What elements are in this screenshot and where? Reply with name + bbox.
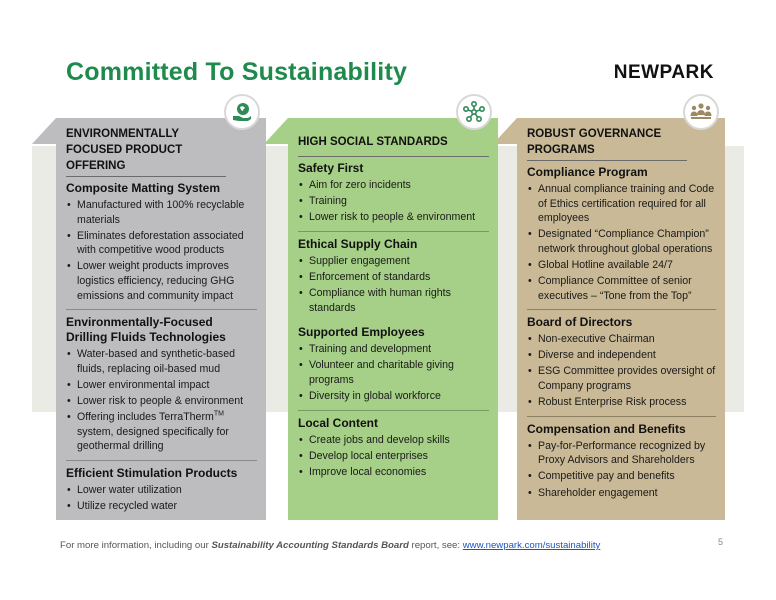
- list-item: • Annual compliance training and Code of Ethics certification required for all employees: [527, 182, 716, 226]
- list-item: • Non-executive Chairman: [527, 332, 716, 347]
- section-title: Environmentally-Focused Drilling Fluids Technologies: [66, 315, 226, 345]
- column-icon-badge: [224, 94, 260, 130]
- list-item: • Competitive pay and benefits: [527, 469, 716, 484]
- list-item: • Enforcement of standards: [298, 270, 489, 285]
- list-item: • ESG Committee provides oversight of Company programs: [527, 364, 716, 393]
- bullet-list: [527, 332, 716, 409]
- bullet-list: [527, 439, 716, 500]
- divider: [298, 231, 489, 232]
- section-title: Efficient Stimulation Products: [66, 465, 238, 480]
- list-item: • Training and development: [298, 342, 489, 357]
- list-item: • Pay-for-Performance recognized by Proxy Advisors and Shareholders: [527, 439, 716, 468]
- list-item: • Shareholder engagement: [527, 486, 716, 501]
- bullet-list: [66, 198, 257, 303]
- list-item: • Volunteer and charitable giving programs: [298, 358, 489, 387]
- divider: [298, 410, 489, 411]
- section-title: Board of Directors: [527, 315, 633, 330]
- column-icon-badge: [456, 94, 492, 130]
- column-heading: ENVIRONMENTALLY FOCUSED PRODUCT OFFERING: [66, 126, 226, 177]
- column-tab: [264, 118, 288, 144]
- list-item: • Utilize recycled water: [66, 499, 257, 514]
- section-title: Composite Matting System: [66, 181, 221, 195]
- section-title: Compensation and Benefits: [527, 421, 686, 436]
- trademark-mark: TM: [213, 410, 224, 418]
- bullet-list: [298, 178, 489, 225]
- list-item: • Lower risk to people & environment: [66, 394, 257, 409]
- list-item: [66, 410, 257, 454]
- bullet-list: [66, 347, 257, 454]
- divider: [66, 460, 257, 461]
- network-icon: [462, 100, 486, 124]
- section-title: Safety First: [298, 161, 364, 175]
- bullet-list: [298, 433, 489, 480]
- list-item-text: Offering includes TerraTherm: [77, 411, 214, 424]
- footer-middle: report, see:: [408, 540, 463, 551]
- footer-emphasis: Sustainability Accounting Standards Board: [211, 540, 409, 551]
- environment-hand-icon: [231, 101, 253, 123]
- column-heading: HIGH SOCIAL STANDARDS: [298, 126, 489, 157]
- footer-note: [60, 540, 600, 551]
- environmental-column: [56, 118, 266, 520]
- list-item: • Aim for zero incidents: [298, 178, 489, 193]
- list-item: • Lower water utilization: [66, 483, 257, 498]
- list-item: • Supplier engagement: [298, 254, 489, 269]
- list-item: • Improve local economies: [298, 465, 489, 480]
- column-tab: [32, 118, 56, 144]
- list-item: • Compliance Committee of senior executives – “Tone from the Top”: [527, 274, 716, 303]
- list-item: • Training: [298, 194, 489, 209]
- governance-column: [517, 118, 725, 520]
- list-item: • Manufactured with 100% recyclable materials: [66, 198, 257, 227]
- divider: [66, 309, 257, 310]
- bullet-list: [298, 254, 489, 315]
- section-title: Local Content: [298, 415, 378, 430]
- bullet-list: [298, 342, 489, 403]
- social-column: [288, 118, 498, 520]
- section-title: Supported Employees: [298, 325, 425, 340]
- people-group-icon: [689, 101, 713, 123]
- divider: [527, 309, 716, 310]
- page-number: 5: [718, 537, 724, 547]
- list-item: • Diversity in global workforce: [298, 389, 489, 404]
- list-item-text: system, designed specifically for geothermal drilling: [77, 425, 229, 453]
- footer-prefix: For more information, including our: [60, 540, 212, 551]
- bullet-list: [66, 483, 257, 514]
- section-title: Ethical Supply Chain: [298, 236, 418, 251]
- list-item: • Designated “Compliance Champion” network throughout global operations: [527, 227, 716, 256]
- list-item: • Lower environmental impact: [66, 378, 257, 393]
- bullet-list: [527, 182, 716, 303]
- column-icon-badge: [683, 94, 719, 130]
- list-item: • Lower weight products improves logistics efficiency, reducing GHG emissions and community impact: [66, 259, 257, 303]
- list-item: • Eliminates deforestation associated with competitive wood products: [66, 229, 257, 258]
- sustainability-link[interactable]: www.newpark.com/sustainability: [462, 540, 601, 551]
- list-item: • Compliance with human rights standards: [298, 286, 489, 315]
- list-item: • Diverse and independent: [527, 348, 716, 363]
- list-item: • Robust Enterprise Risk process: [527, 395, 716, 410]
- column-heading: ROBUST GOVERNANCE PROGRAMS: [527, 126, 687, 161]
- list-item: • Water-based and synthetic-based fluids, replacing oil-based mud: [66, 347, 257, 376]
- list-item: • Develop local enterprises: [298, 449, 489, 464]
- brand-logo: NEWPARK: [613, 62, 714, 83]
- section-title: Compliance Program: [527, 165, 648, 179]
- page-title: Committed To Sustainability: [66, 58, 408, 86]
- list-item: • Create jobs and develop skills: [298, 433, 489, 448]
- list-item: • Global Hotline available 24/7: [527, 258, 716, 273]
- divider: [527, 416, 716, 417]
- list-item: • Lower risk to people & environment: [298, 210, 489, 225]
